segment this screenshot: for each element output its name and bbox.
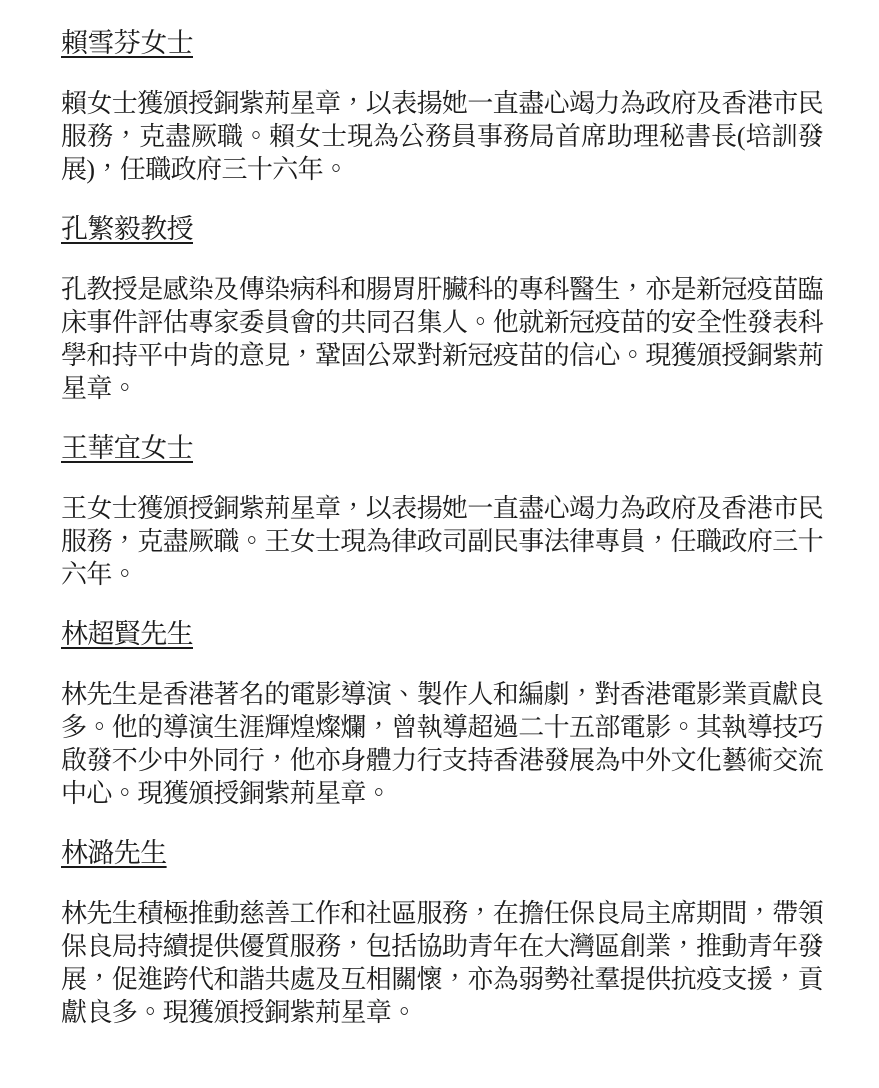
recipient-name-heading: 王華宜女士 (61, 433, 193, 463)
recipient-section (61, 618, 823, 810)
recipient-biography: 王女士獲頒授銅紫荊星章，以表揚她一直盡心竭力為政府及香港市民服務，克盡厥職。王女士現為律政司副民事法律專員，任職政府三十六年。 (61, 494, 824, 589)
recipient-biography: 林先生是香港著名的電影導演、製作人和編劇，對香港電影業貢獻良多。他的導演生涯輝煌燦爛，曾執導超過二十五部電影。其執導技巧啟發不少中外同行，他亦身體力行支持香港發展為中外文化藝術交流中心。現獲頒授銅紫荊星章。 (61, 680, 824, 808)
recipient-biography: 孔教授是感染及傳染病科和腸胃肝臟科的專科醫生，亦是新冠疫苗臨床事件評估專家委員會的共同召集人。他就新冠疫苗的安全性發表科學和持平中肯的意見，鞏固公眾對新冠疫苗的信心。現獲頒授銅紫荊星章。 (61, 275, 824, 403)
recipient-name-heading: 孔繁毅教授 (61, 214, 193, 244)
recipient-section (61, 837, 823, 1029)
recipient-section (61, 213, 823, 405)
recipient-section (61, 432, 823, 591)
recipient-biography: 林先生積極推動慈善工作和社區服務，在擔任保良局主席期間，帶領保良局持續提供優質服務，包括協助青年在大灣區創業，推動青年發展，促進跨代和諧共處及互相關懷，亦為弱勢社羣提供抗疫支援，貢獻良多。現獲頒授銅紫荊星章。 (61, 899, 824, 1027)
recipient-biography: 賴女士獲頒授銅紫荊星章，以表揚她一直盡心竭力為政府及香港市民服務，克盡厥職。賴女士現為公務員事務局首席助理秘書長(培訓發展)，任職政府三十六年。 (61, 89, 824, 184)
recipient-name-heading: 林潞先生 (61, 838, 167, 868)
recipient-name-heading: 林超賢先生 (61, 619, 193, 649)
recipient-section (61, 27, 823, 186)
recipient-name-heading: 賴雪芬女士 (61, 28, 193, 58)
